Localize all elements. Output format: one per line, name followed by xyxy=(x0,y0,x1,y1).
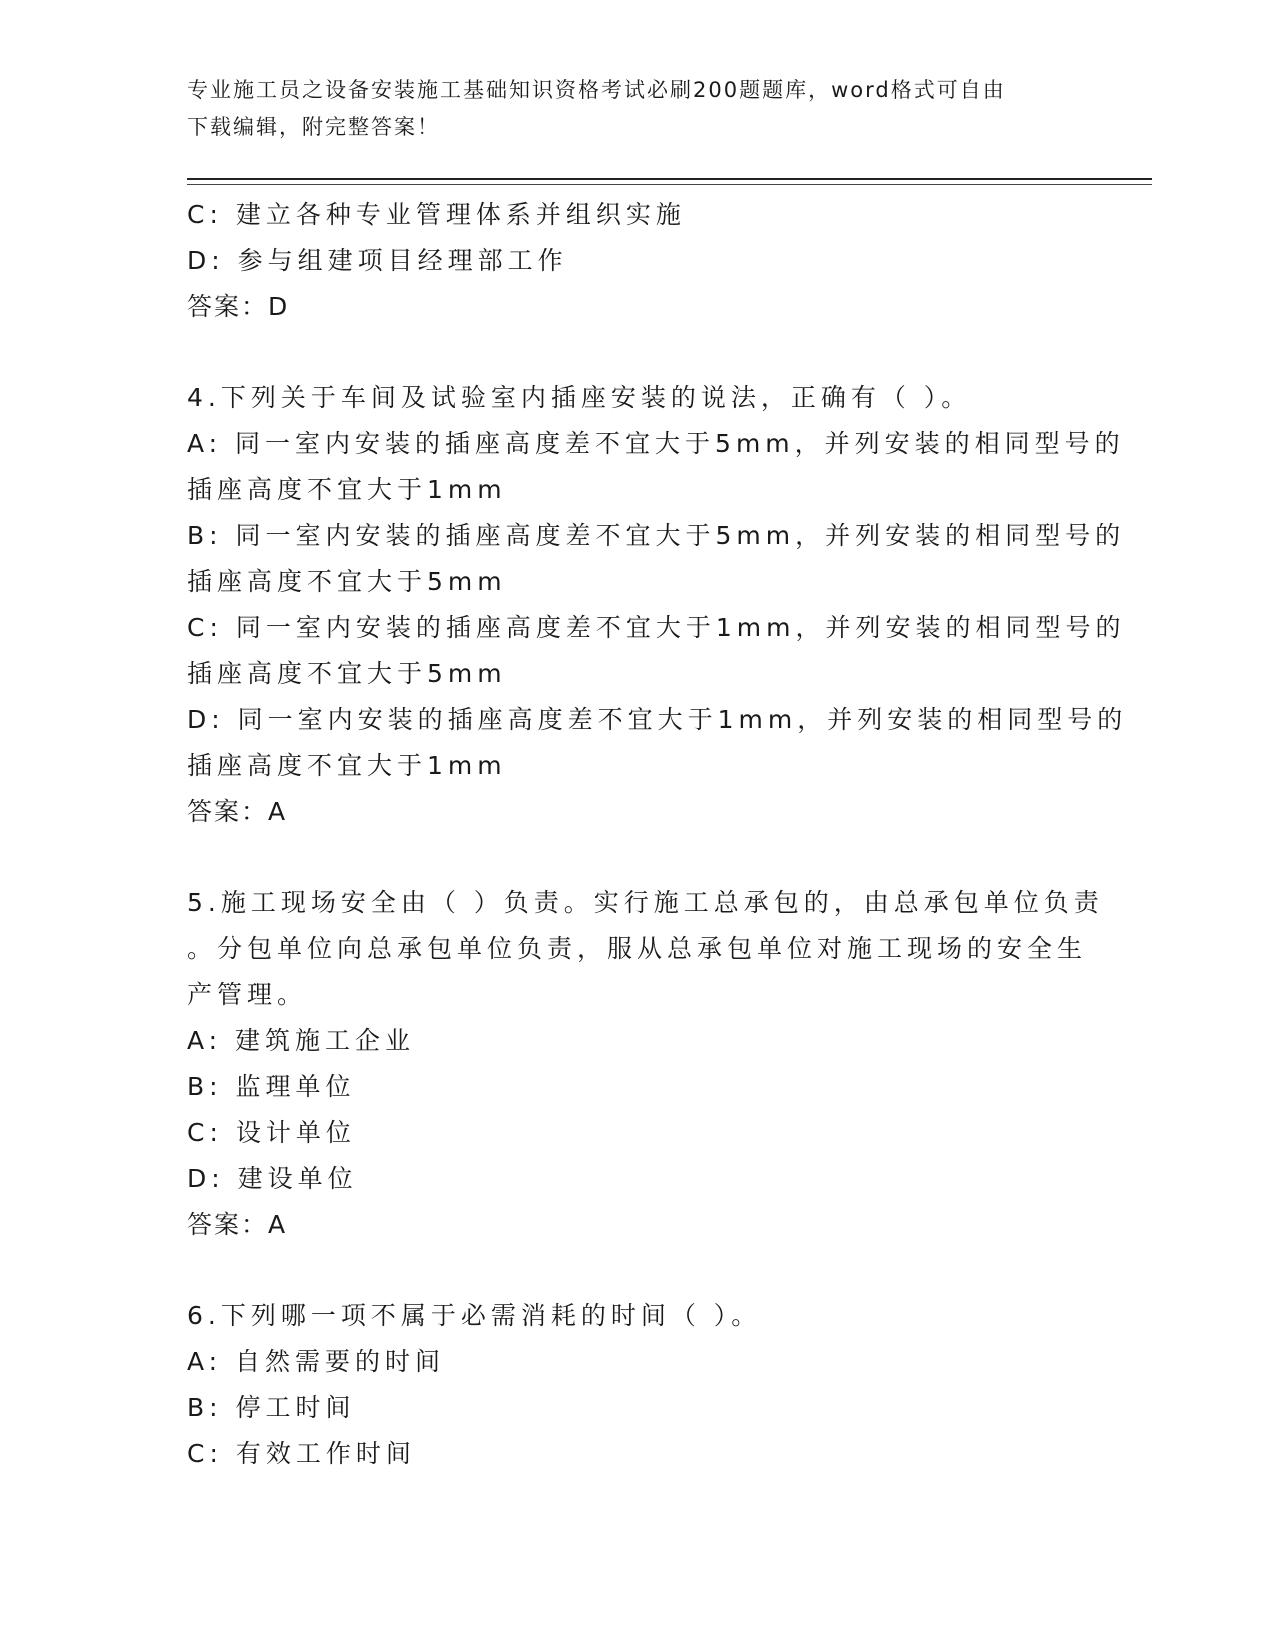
header-divider-thick xyxy=(187,178,1152,180)
q4-option-a-line-1: A: 同一室内安装的插座高度差不宜大于5mm，并列安装的相同型号的 xyxy=(187,429,1125,458)
q4-option-c-line-1: C: 同一室内安装的插座高度差不宜大于1mm，并列安装的相同型号的 xyxy=(187,613,1126,642)
q5-option-c: C: 设计单位 xyxy=(187,1118,356,1147)
q4-option-b-line-1: B: 同一室内安装的插座高度差不宜大于5mm，并列安装的相同型号的 xyxy=(187,521,1126,550)
q4-option-c-line-2: 插座高度不宜大于5mm xyxy=(187,659,507,688)
q4-option-a-line-2: 插座高度不宜大于1mm xyxy=(187,475,507,504)
q5-option-a: A: 建筑施工企业 xyxy=(187,1026,416,1055)
q4-stem: 4.下列关于车间及试验室内插座安装的说法，正确有（ ）。 xyxy=(187,383,972,412)
q6-option-b: B: 停工时间 xyxy=(187,1393,356,1422)
question-content xyxy=(187,192,1128,1477)
q5-stem-line-2: 。分包单位向总承包单位负责，服从总承包单位对施工现场的安全生 xyxy=(187,934,1088,963)
q5-option-b: B: 监理单位 xyxy=(187,1072,356,1101)
q3-option-d: D: 参与组建项目经理部工作 xyxy=(187,246,568,275)
header-line-1: 专业施工员之设备安装施工基础知识资格考试必刷200题题库，word格式可自由 xyxy=(187,78,1006,102)
q4-option-d-line-1: D: 同一室内安装的插座高度差不宜大于1mm，并列安装的相同型号的 xyxy=(187,705,1128,734)
spacer xyxy=(187,1248,1067,1293)
q5-stem-line-1: 5.施工现场安全由（ ）负责。实行施工总承包的，由总承包单位负责 xyxy=(187,888,1104,917)
q6-option-c: C: 有效工作时间 xyxy=(187,1439,416,1468)
q4-option-b-line-2: 插座高度不宜大于5mm xyxy=(187,567,507,596)
q6-option-a: A: 自然需要的时间 xyxy=(187,1347,446,1376)
question-3 xyxy=(187,192,1067,330)
q5-answer: 答案：A xyxy=(187,1210,288,1239)
question-4 xyxy=(187,375,1128,835)
question-5 xyxy=(187,880,1104,1248)
q5-stem-line-3: 产管理。 xyxy=(187,980,308,1009)
header-line-2: 下载编辑，附完整答案！ xyxy=(187,115,440,139)
document-header xyxy=(187,72,1067,146)
q4-option-d-line-2: 插座高度不宜大于1mm xyxy=(187,751,507,780)
q4-answer: 答案：A xyxy=(187,797,288,826)
q6-stem: 6.下列哪一项不属于必需消耗的时间（ ）。 xyxy=(187,1301,762,1330)
q5-option-d: D: 建设单位 xyxy=(187,1164,358,1193)
q3-option-c: C: 建立各种专业管理体系并组织实施 xyxy=(187,200,686,229)
question-6 xyxy=(187,1293,1067,1477)
spacer xyxy=(187,330,1067,375)
q3-answer: 答案：D xyxy=(187,292,290,321)
header-divider-thin xyxy=(187,184,1152,185)
spacer xyxy=(187,835,1067,880)
